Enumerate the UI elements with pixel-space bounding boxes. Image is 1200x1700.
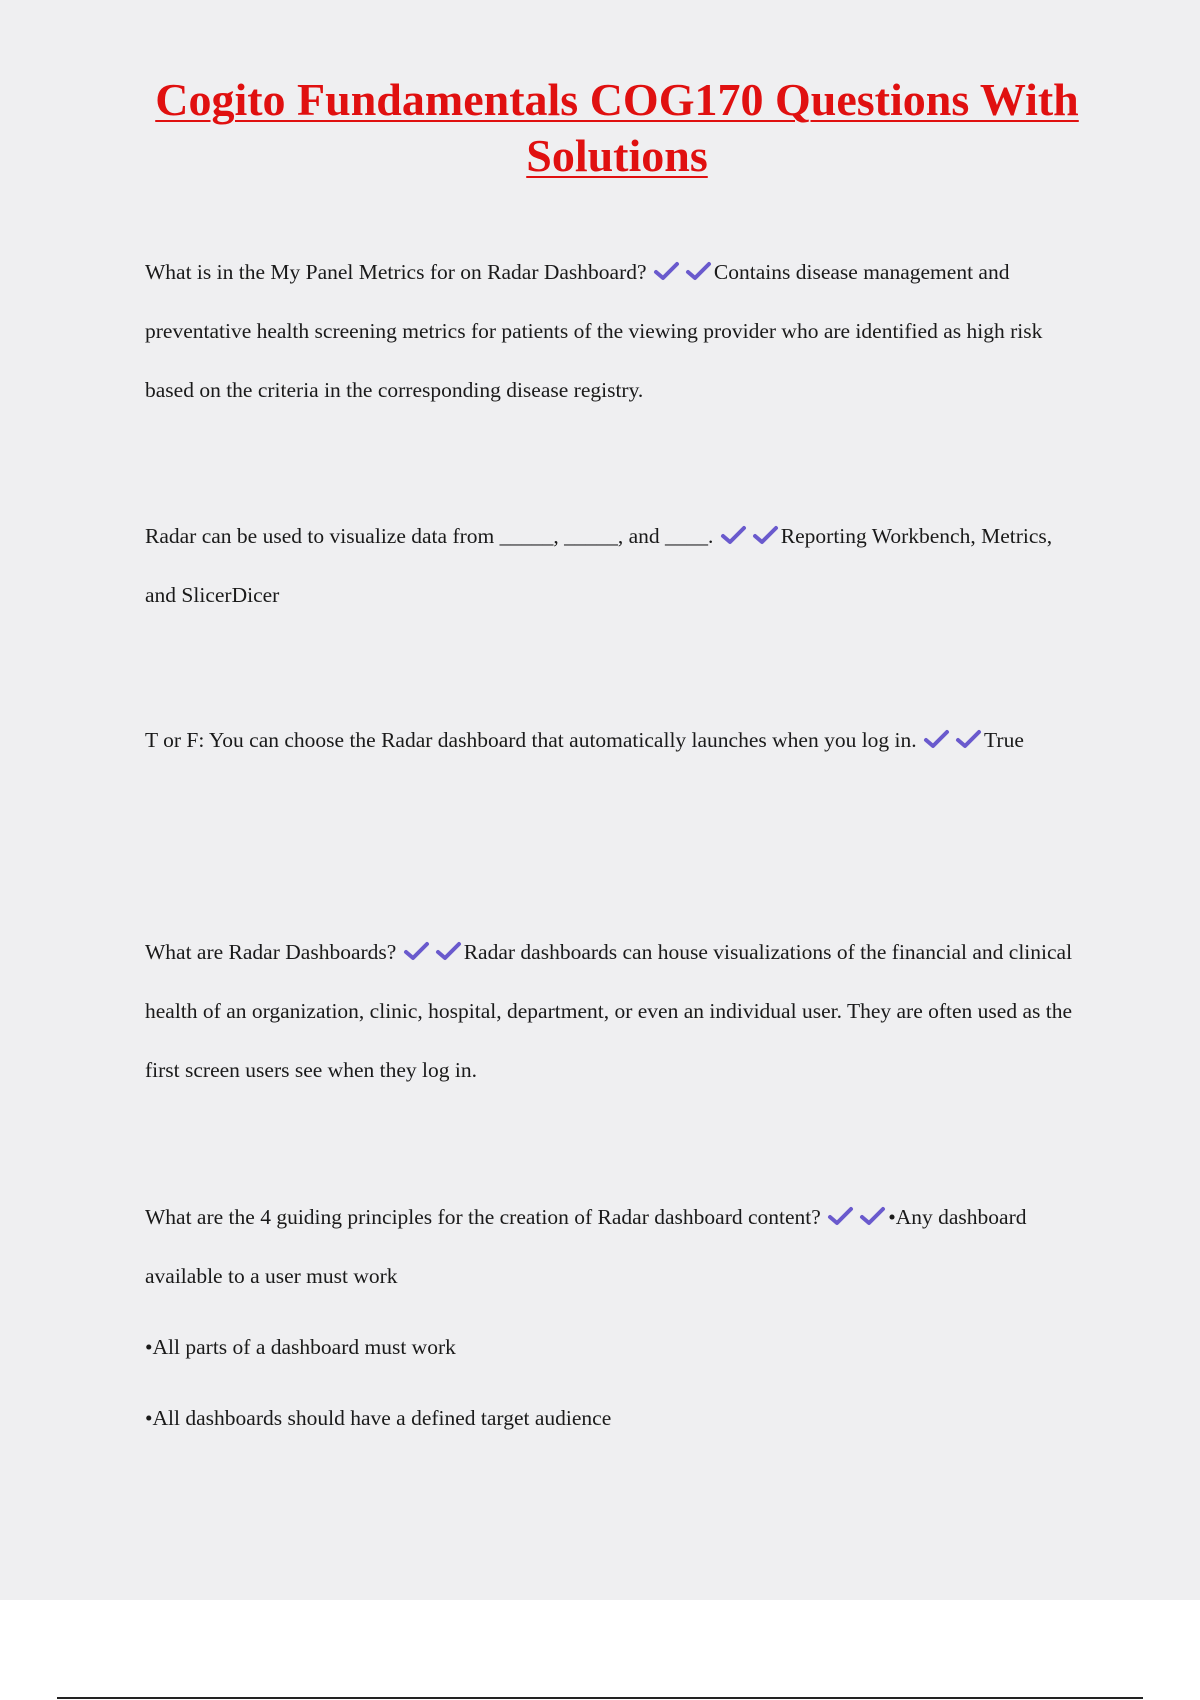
double-check-icon <box>403 940 463 962</box>
double-check-icon <box>653 260 713 282</box>
question-text: What are the 4 guiding principles for the creation of Radar dashboard content? <box>145 1205 821 1229</box>
answer-line-3: •All dashboards should have a defined target audience <box>145 1406 612 1430</box>
qa-item-2 <box>145 507 1085 625</box>
double-check-icon <box>923 728 983 750</box>
answer-text: Reporting Workbench, Metrics, and SlicerDicer <box>145 524 1053 607</box>
question-text: Radar can be used to visualize data from _____, _____, and ____. <box>145 524 714 548</box>
document-title: Cogito Fundamentals COG170 Questions With Solutions <box>155 74 1079 181</box>
double-check-icon <box>827 1205 887 1227</box>
qa-item-3 <box>145 711 1085 770</box>
qa-item-1 <box>145 243 1085 420</box>
answer-text: Contains disease management and preventative health screening metrics for patients of the viewing provider who are identified as high risk based on the criteria in the corresponding disease registry. <box>145 260 1043 402</box>
answer-text: Radar dashboards can house visualizations of the financial and clinical health of an organization, clinic, hospital, department, or even an individual user. They are often used as the first screen users see when they log in. <box>145 940 1073 1082</box>
double-check-icon <box>720 524 780 546</box>
question-text: T or F: You can choose the Radar dashboard that automatically launches when you log in. <box>145 728 917 752</box>
question-text: What are Radar Dashboards? <box>145 940 397 964</box>
qa-item-5 <box>145 1188 1085 1448</box>
answer-line-1: •Any dashboard available to a user must work <box>145 1205 1027 1288</box>
answer-text: True <box>984 728 1024 752</box>
answer-line-2: •All parts of a dashboard must work <box>145 1335 456 1359</box>
qa-item-4 <box>145 923 1085 1100</box>
footer-divider <box>57 1697 1143 1699</box>
question-text: What is in the My Panel Metrics for on Radar Dashboard? <box>145 260 647 284</box>
